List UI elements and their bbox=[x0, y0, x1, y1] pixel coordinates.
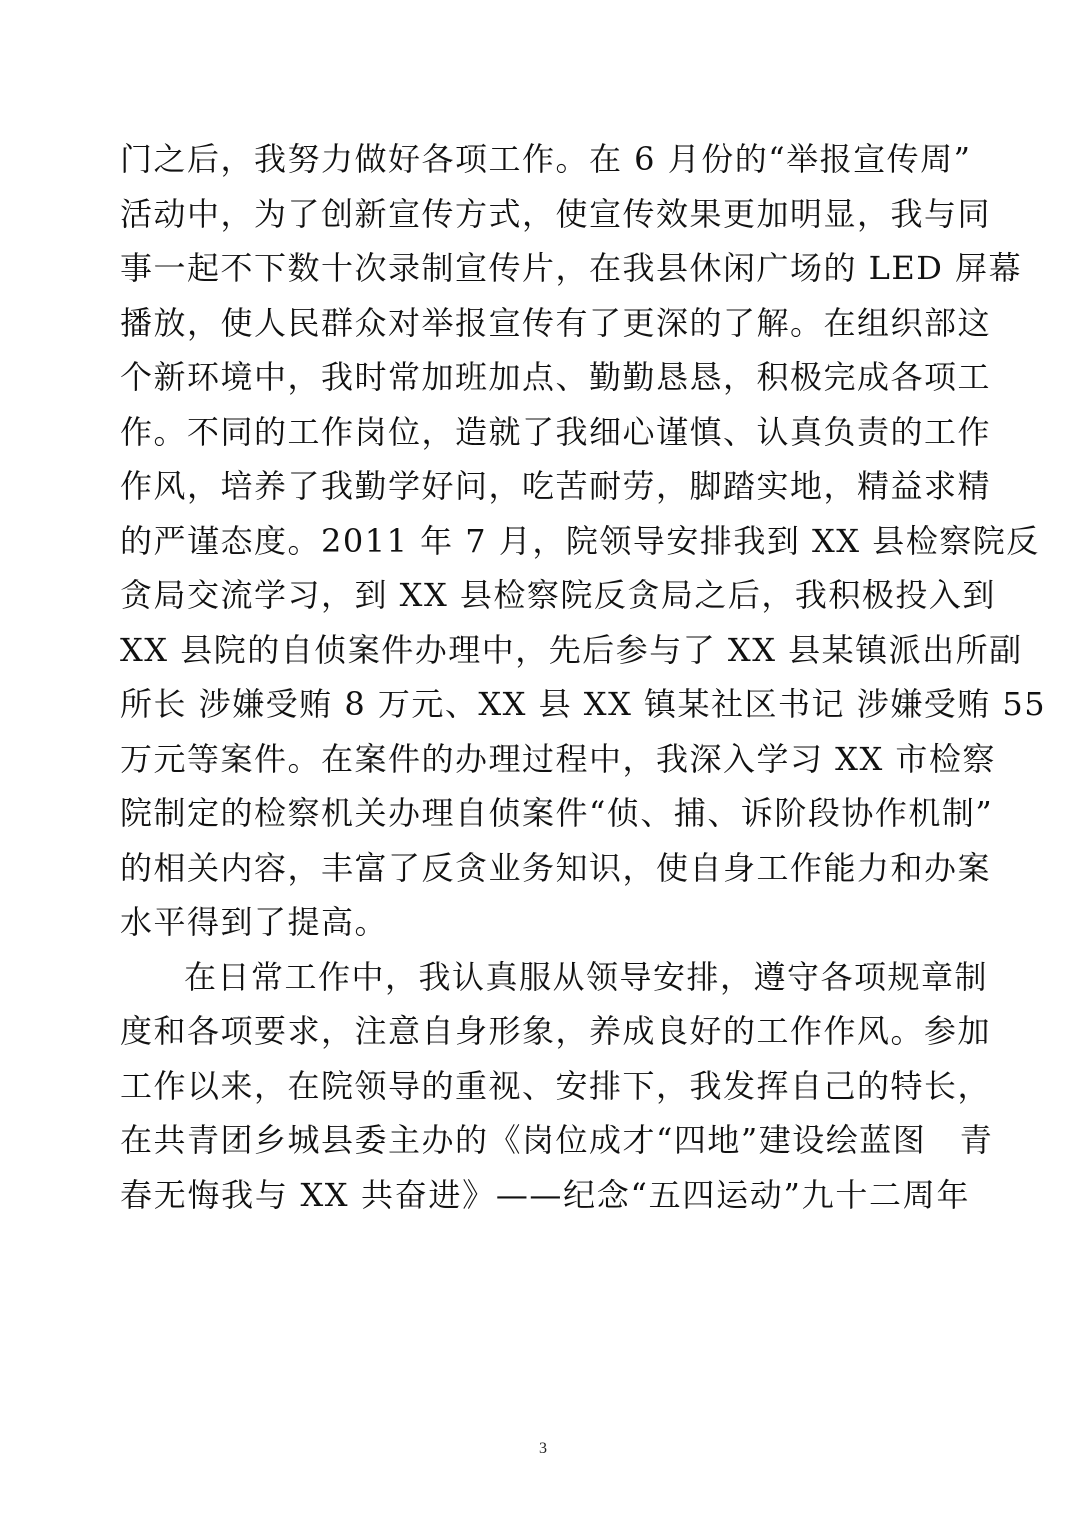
text-line: 在共青团乡城县委主办的《岗位成才“四地”建设绘蓝图 青 bbox=[120, 1121, 994, 1159]
text-line: 门之后，我努力做好各项工作。在 6 月份的“举报宣传周” bbox=[120, 140, 972, 178]
text-line: 万元等案件。在案件的办理过程中，我深入学习 XX 市检察 bbox=[120, 739, 996, 778]
paragraph-end-line: 水平得到了提高。 bbox=[120, 903, 389, 941]
text-line: 院制定的检察机关办理自侦案件“侦、捕、诉阶段协作机制” bbox=[120, 794, 994, 832]
text-line: 个新环境中，我时常加班加点、勤勤恳恳，积极完成各项工 bbox=[120, 358, 992, 396]
text-line: 贪局交流学习，到 XX 县检察院反贪局之后，我积极投入到 bbox=[120, 576, 996, 614]
text-line: 春无悔我与 XX 共奋进》——纪念“五四运动”九十二周年 bbox=[120, 1175, 970, 1214]
text-line: 工作以来，在院领导的重视、安排下，我发挥自己的特长， bbox=[120, 1066, 992, 1105]
page-number: 3 bbox=[539, 1440, 547, 1457]
text-line: 的相关内容，丰富了反贪业务知识，使自身工作能力和办案 bbox=[120, 848, 992, 887]
text-line: 所长 涉嫌受贿 8 万元、XX 县 XX 镇某社区书记 涉嫌受贿 55 bbox=[120, 685, 1047, 723]
text-line: XX 县院的自侦案件办理中，先后参与了 XX 县某镇派出所副 bbox=[120, 630, 1023, 669]
text-line: 作风，培养了我勤学好问，吃苦耐劳，脚踏实地，精益求精 bbox=[120, 467, 992, 505]
text-line: 活动中，为了创新宣传方式，使宣传效果更加明显，我与同 bbox=[120, 194, 992, 233]
paragraph-start-line: 在日常工作中，我认真服从领导安排，遵守各项规章制 bbox=[184, 957, 989, 996]
text-line: 播放，使人民群众对举报宣传有了更深的了解。在组织部这 bbox=[120, 303, 992, 342]
text-line: 作。不同的工作岗位，造就了我细心谨慎、认真负责的工作 bbox=[120, 412, 992, 451]
text-line: 的严谨态度。2011 年 7 月，院领导安排我到 XX 县检察院反 bbox=[120, 521, 1040, 560]
text-line: 度和各项要求，注意自身形象，养成良好的工作作风。参加 bbox=[120, 1012, 992, 1050]
body-text bbox=[120, 132, 1047, 1222]
text-line: 事一起不下数十次录制宣传片，在我县休闲广场的 LED 屏幕 bbox=[120, 249, 1023, 287]
